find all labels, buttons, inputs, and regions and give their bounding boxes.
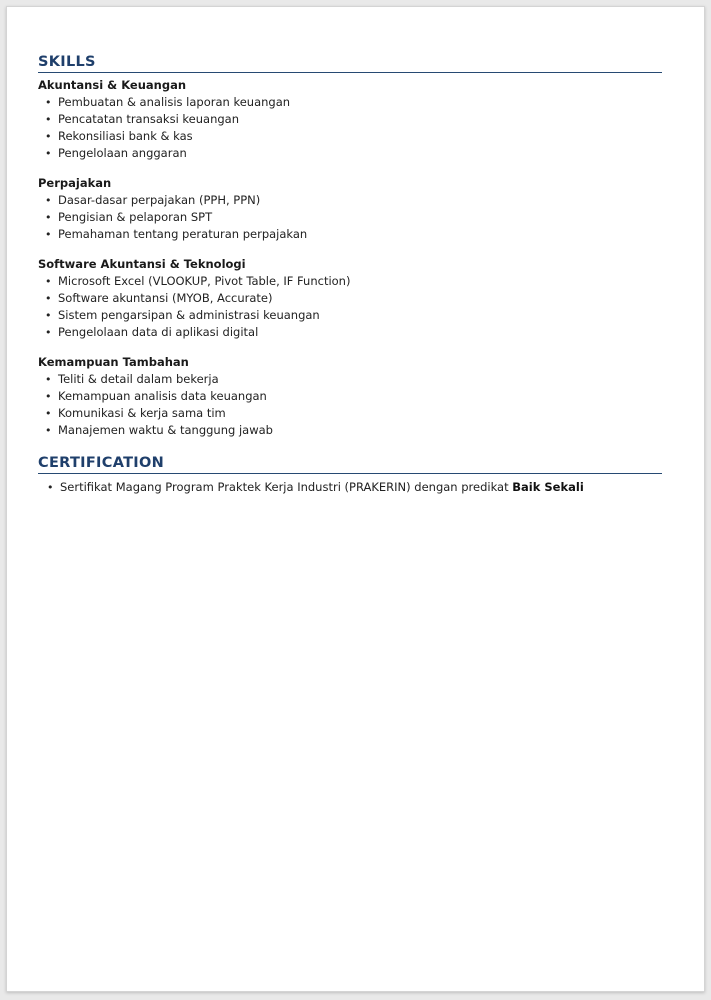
skill-list <box>38 192 662 243</box>
list-item <box>38 209 662 226</box>
bullet-icon: • <box>47 481 54 494</box>
certification-list <box>38 479 662 496</box>
list-item <box>38 371 662 388</box>
list-item <box>38 145 662 162</box>
skill-group-additional <box>38 354 662 439</box>
skill-list <box>38 273 662 341</box>
bullet-icon: • <box>45 390 52 403</box>
list-item-text: Software akuntansi (MYOB, Accurate) <box>58 291 273 305</box>
list-item <box>38 388 662 405</box>
certification-heading: CERTIFICATION <box>38 454 662 474</box>
bullet-icon: • <box>45 130 52 143</box>
bullet-icon: • <box>45 147 52 160</box>
bullet-icon: • <box>45 194 52 207</box>
list-item-text: Sistem pengarsipan & administrasi keuangan <box>58 308 320 322</box>
bullet-icon: • <box>45 113 52 126</box>
bullet-icon: • <box>45 326 52 339</box>
skill-group-title: Akuntansi & Keuangan <box>38 78 187 92</box>
bullet-icon: • <box>45 211 52 224</box>
certification-text: Sertifikat Magang Program Praktek Kerja Industri (PRAKERIN) dengan predikat <box>60 480 513 494</box>
list-item <box>38 226 662 243</box>
bullet-icon: • <box>45 424 52 437</box>
bullet-icon: • <box>45 407 52 420</box>
document-page <box>6 6 705 992</box>
bullet-icon: • <box>45 275 52 288</box>
list-item-text: Pengisian & pelaporan SPT <box>58 210 213 224</box>
list-item-text: Pengelolaan anggaran <box>58 146 187 160</box>
certification-section <box>38 454 662 496</box>
list-item-text: Dasar-dasar perpajakan (PPH, PPN) <box>58 193 261 207</box>
skill-group-title: Kemampuan Tambahan <box>38 355 189 369</box>
list-item-text: Rekonsiliasi bank & kas <box>58 129 193 143</box>
resume-content <box>38 53 662 496</box>
list-item-text: Komunikasi & kerja sama tim <box>58 406 226 420</box>
skill-group-tax <box>38 175 662 243</box>
bullet-icon: • <box>45 373 52 386</box>
list-item <box>38 324 662 341</box>
bullet-icon: • <box>45 309 52 322</box>
bullet-icon: • <box>45 96 52 109</box>
skill-list <box>38 94 662 162</box>
list-item <box>38 273 662 290</box>
list-item-text: Kemampuan analisis data keuangan <box>58 389 267 403</box>
list-item-text: Microsoft Excel (VLOOKUP, Pivot Table, IF Function) <box>58 274 351 288</box>
list-item <box>38 128 662 145</box>
list-item-text: Pembuatan & analisis laporan keuangan <box>58 95 291 109</box>
list-item-text: Pencatatan transaksi keuangan <box>58 112 240 126</box>
list-item <box>38 307 662 324</box>
skill-group-title: Software Akuntansi & Teknologi <box>38 257 246 271</box>
list-item <box>38 479 662 496</box>
list-item <box>38 111 662 128</box>
skill-list <box>38 371 662 439</box>
list-item <box>38 94 662 111</box>
bullet-icon: • <box>45 228 52 241</box>
certification-grade: Baik Sekali <box>512 480 584 494</box>
list-item <box>38 290 662 307</box>
skills-section <box>38 53 662 439</box>
list-item-text: Pemahaman tentang peraturan perpajakan <box>58 227 308 241</box>
skill-group-software <box>38 256 662 341</box>
list-item <box>38 405 662 422</box>
skills-heading: SKILLS <box>38 53 662 73</box>
skill-group-accounting <box>38 77 662 162</box>
list-item-text: Pengelolaan data di aplikasi digital <box>58 325 259 339</box>
list-item-text: Teliti & detail dalam bekerja <box>58 372 219 386</box>
skill-group-title: Perpajakan <box>38 176 112 190</box>
bullet-icon: • <box>45 292 52 305</box>
list-item <box>38 192 662 209</box>
list-item-text: Manajemen waktu & tanggung jawab <box>58 423 273 437</box>
list-item <box>38 422 662 439</box>
